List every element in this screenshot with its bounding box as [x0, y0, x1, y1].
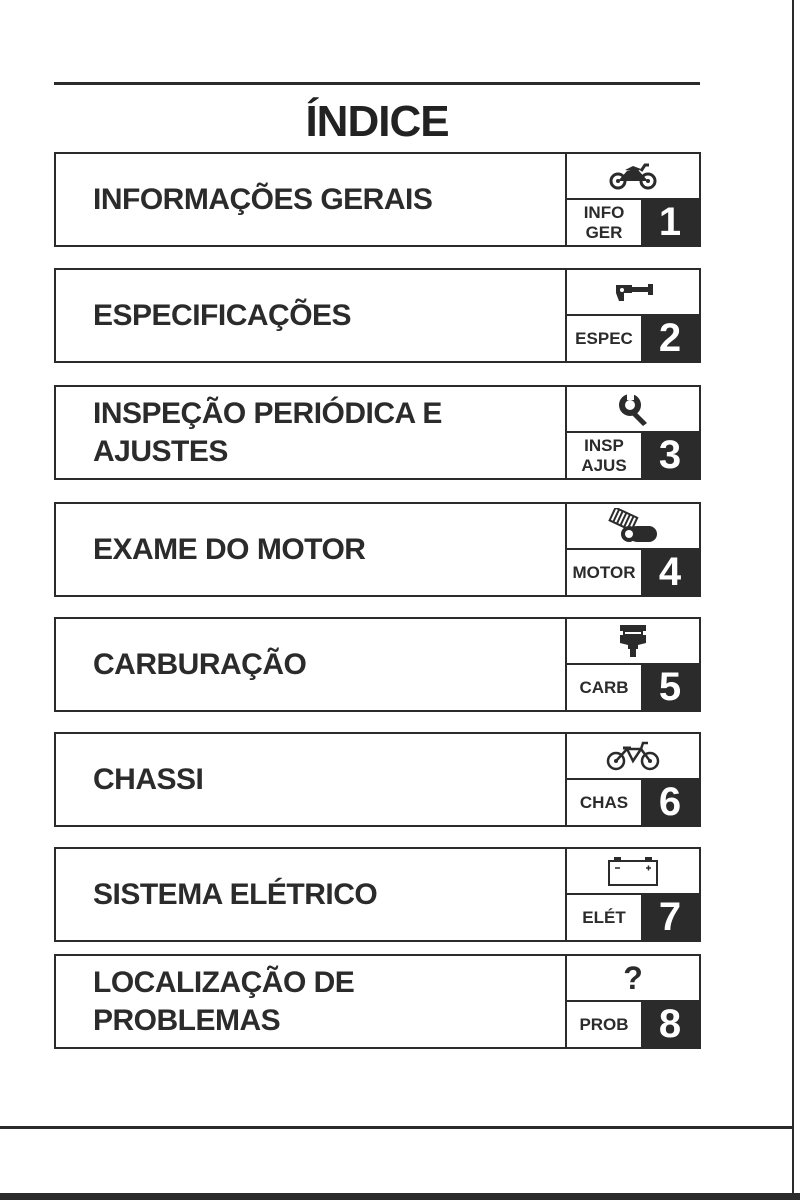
chapter-title: SISTEMA ELÉTRICO — [93, 877, 378, 911]
top-rule — [54, 82, 700, 85]
chapter-abbreviation: INSP AJUS — [581, 435, 627, 475]
wrench-icon — [567, 387, 699, 433]
bicycle-frame-icon — [567, 734, 699, 780]
chapter-abbreviation: PROB — [579, 1014, 629, 1034]
chapter-number: 1 — [641, 200, 699, 245]
chapter-tab[interactable] — [565, 154, 699, 245]
page-edge-right — [792, 0, 800, 1200]
chapter-entry-1[interactable] — [54, 152, 701, 247]
chapter-title: INSPEÇÃO PERIÓDICA E AJUSTES — [93, 396, 442, 468]
chapter-number: 8 — [641, 1002, 699, 1047]
chapter-tab[interactable] — [565, 504, 699, 595]
chapter-number: 5 — [641, 665, 699, 710]
chapter-number: 7 — [641, 895, 699, 940]
chapter-abbreviation: MOTOR — [572, 562, 636, 582]
caliper-icon — [567, 270, 699, 316]
chapter-entry-5[interactable] — [54, 617, 701, 712]
page-title: ÍNDICE — [305, 97, 449, 146]
question-mark-icon — [567, 956, 699, 1002]
chapter-abbreviation: ELÉT — [582, 907, 626, 927]
motorcycle-icon — [567, 154, 699, 200]
chapter-tab[interactable] — [565, 734, 699, 825]
chapter-entry-4[interactable] — [54, 502, 701, 597]
chapter-abbreviation: CARB — [579, 677, 629, 697]
chapter-abbreviation: ESPEC — [575, 328, 633, 348]
chapter-tab[interactable] — [565, 849, 699, 940]
chapter-title: EXAME DO MOTOR — [93, 532, 366, 566]
chapter-number: 4 — [641, 550, 699, 595]
chapter-tab[interactable] — [565, 270, 699, 361]
battery-icon — [567, 849, 699, 895]
chapter-tab[interactable] — [565, 956, 699, 1047]
engine-icon — [567, 504, 699, 550]
chapter-entry-3[interactable] — [54, 385, 701, 480]
chapter-entry-7[interactable] — [54, 847, 701, 942]
chapter-entry-6[interactable] — [54, 732, 701, 827]
chapter-entry-2[interactable] — [54, 268, 701, 363]
chapter-tab[interactable] — [565, 387, 699, 478]
chapter-title: CHASSI — [93, 762, 204, 796]
chapter-title: LOCALIZAÇÃO DE PROBLEMAS — [93, 965, 355, 1037]
bottom-border — [0, 1193, 800, 1200]
bottom-rule — [0, 1126, 792, 1129]
chapter-title: CARBURAÇÃO — [93, 647, 307, 681]
chapter-number: 6 — [641, 780, 699, 825]
chapter-tab[interactable] — [565, 619, 699, 710]
question-mark-glyph: ? — [623, 960, 643, 996]
chapter-number: 3 — [641, 433, 699, 478]
chapter-title: INFORMAÇÕES GERAIS — [93, 182, 433, 216]
chapter-number: 2 — [641, 316, 699, 361]
chapter-entry-8[interactable] — [54, 954, 701, 1049]
chapter-abbreviation: CHAS — [579, 792, 629, 812]
chapter-title: ESPECIFICAÇÕES — [93, 298, 352, 332]
carburetor-icon — [567, 619, 699, 665]
chapter-abbreviation: INFO GER — [583, 202, 625, 242]
